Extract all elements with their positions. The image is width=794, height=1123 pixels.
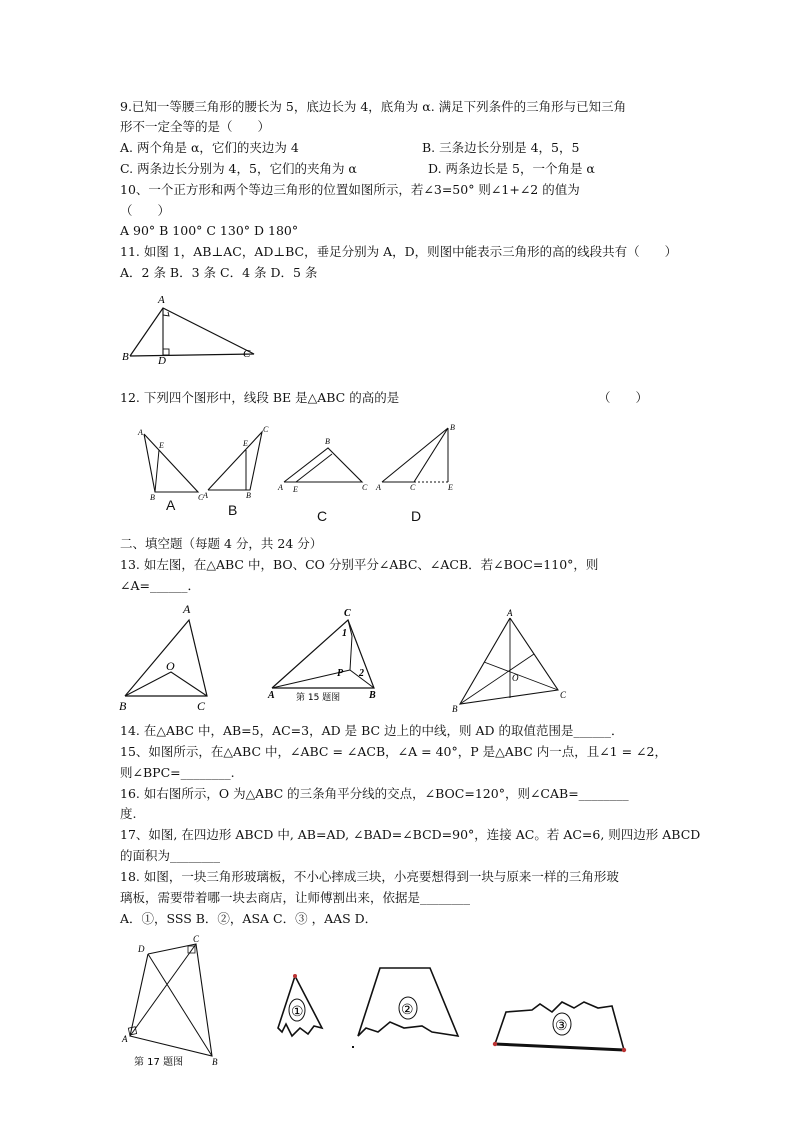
svg-text:E: E (293, 485, 298, 494)
q15-fig-caption: 第 15 题图 (296, 693, 341, 703)
svg-text:C: C (362, 483, 368, 492)
svg-text:B: B (450, 423, 455, 432)
q12-fig-b (202, 425, 269, 500)
q15-figure (262, 606, 382, 706)
q9-stem-line2: 形不一定全等的是（ ） (120, 119, 271, 134)
q12-fig-a (137, 428, 204, 502)
q11-options: A．2 条 B．3 条 C．4 条 D．5 条 (120, 265, 318, 280)
svg-text:C: C (263, 425, 269, 434)
svg-text:E: E (448, 483, 453, 492)
q18-stem-line1: 18. 如图，一块三角形玻璃板，不小心摔成三块，小亮要想得到一块与原来一样的三角形玻 (120, 869, 619, 884)
q12-caption-c: C (317, 508, 328, 524)
q12-fig-c (277, 437, 368, 494)
q13-stem-line2: ∠A=______． (120, 578, 200, 593)
q10-stem-line2: （ ） (120, 203, 171, 218)
q12-caption-b: B (228, 502, 238, 518)
q12-stem: 12. 下列四个图形中，线段 BE 是△ABC 的高的是 (120, 390, 400, 405)
q12-fig-d (375, 423, 455, 492)
q11-stem: 11. 如图 1，AB⊥AC，AD⊥BC，垂足分别为 A，D，则图中能表示三角形的高的线段共有（ ） (120, 244, 678, 259)
q11-label-d: D (158, 355, 166, 364)
q12-figures (130, 420, 470, 502)
svg-text:A: A (183, 602, 191, 616)
svg-text:C: C (410, 483, 416, 492)
q9-stem-line1: 9.已知一等腰三角形的腰长为 5，底边长为 4，底角为 α. 满足下列条件的三角形与已知三角 (120, 99, 627, 114)
q17-stem-line1: 17、如图, 在四边形 ABCD 中, AB=AD, ∠BAD=∠BCD=90°，连接 AC。若 AC=6, 则四边形 ABCD (120, 827, 701, 842)
q13-figure (115, 600, 225, 710)
glass-piece-2 (358, 968, 458, 1036)
q9-option-b: B. 三条边长分别是 4，5，5 (422, 140, 580, 155)
svg-text:2: 2 (359, 668, 364, 679)
q12-caption-a: A (166, 497, 176, 513)
q11-label-a: A (158, 294, 165, 306)
q17-figure (112, 932, 230, 1072)
svg-text:O: O (166, 659, 175, 673)
svg-text:B: B (212, 1057, 218, 1067)
q13-stem-line1: 13. 如左图，在△ABC 中，BO、CO 分别平分∠ABC、∠ACB．若∠BOC=110°，则 (120, 557, 599, 572)
q12-caption-d: D (411, 508, 422, 524)
q10-options: A 90° B 100° C 130° D 180° (120, 223, 299, 238)
svg-text:①: ① (291, 1004, 304, 1020)
q11-figure (118, 292, 268, 364)
svg-text:P: P (337, 668, 344, 679)
q16-stem-line1: 16. 如右图所示，O 为△ABC 的三条角平分线的交点，∠BOC=120°，则∠CAB=________ (120, 786, 629, 801)
q11-label-c: C (243, 348, 251, 360)
svg-text:B: B (119, 699, 127, 710)
svg-text:C: C (560, 690, 567, 700)
q18-pieces (270, 962, 650, 1057)
section-title-fill-blank: 二、填空题（每题 4 分，共 24 分） (120, 536, 323, 551)
q9-option-d: D. 两条边长是 5，一个角是 α (428, 161, 595, 176)
svg-text:1: 1 (342, 628, 347, 639)
q9-option-c: C. 两条边长分别为 4，5，它们的夹角为 α (120, 161, 357, 176)
svg-text:②: ② (401, 1002, 414, 1018)
svg-text:A: A (278, 483, 283, 492)
svg-text:A: A (122, 1034, 128, 1044)
q15-stem-line2: 则∠BPC=________. (120, 765, 235, 780)
glass-piece-1 (278, 974, 322, 1036)
svg-text:B: B (369, 690, 376, 701)
svg-text:A: A (507, 608, 513, 618)
q9-option-a: A. 两个角是 α，它们的夹边为 4 (120, 140, 299, 155)
q11-label-b: B (122, 351, 129, 363)
svg-text:A: A (376, 483, 381, 492)
svg-text:A: A (203, 491, 208, 500)
q18-options: A．①，SSS B．②，ASA C．③ ，AAS D． (120, 911, 378, 926)
svg-text:E: E (243, 439, 248, 448)
q17-stem-line2: 的面积为________ (120, 848, 221, 863)
svg-text:A: A (268, 690, 275, 701)
svg-text:B: B (150, 493, 155, 502)
q10-stem-line1: 10、一个正方形和两个等边三角形的位置如图所示，若∠3=50° 则∠1+∠2 的值为 (120, 182, 580, 197)
svg-text:D: D (138, 944, 145, 954)
stray-dot (352, 1046, 354, 1048)
svg-text:B: B (325, 437, 330, 446)
svg-text:C: C (198, 493, 204, 502)
q17-fig-caption: 第 17 题图 (134, 1057, 184, 1068)
svg-text:C: C (344, 608, 351, 619)
svg-text:B: B (452, 704, 458, 714)
svg-text:A: A (138, 428, 143, 437)
q16-stem-line2: 度. (120, 806, 137, 821)
q16-figure (448, 608, 578, 718)
svg-text:B: B (246, 491, 251, 500)
q15-stem-line1: 15、如图所示，在△ABC 中，∠ABC = ∠ACB，∠A = 40°，P 是△ABC 内一点，且∠1 = ∠2， (120, 744, 667, 759)
svg-text:③: ③ (555, 1018, 568, 1034)
q12-paren: （ ） (598, 390, 649, 405)
q18-stem-line2: 璃板，需要带着哪一块去商店，让师傅割出来，依据是________ (120, 890, 471, 905)
svg-text:O: O (512, 673, 519, 683)
glass-piece-3 (493, 1002, 626, 1052)
svg-text:C: C (197, 699, 206, 710)
svg-text:C: C (193, 934, 200, 944)
q14-stem: 14. 在△ABC 中，AB=5，AC=3，AD 是 BC 边上的中线，则 AD 的取值范围是______． (120, 723, 624, 738)
svg-text:E: E (159, 441, 164, 450)
